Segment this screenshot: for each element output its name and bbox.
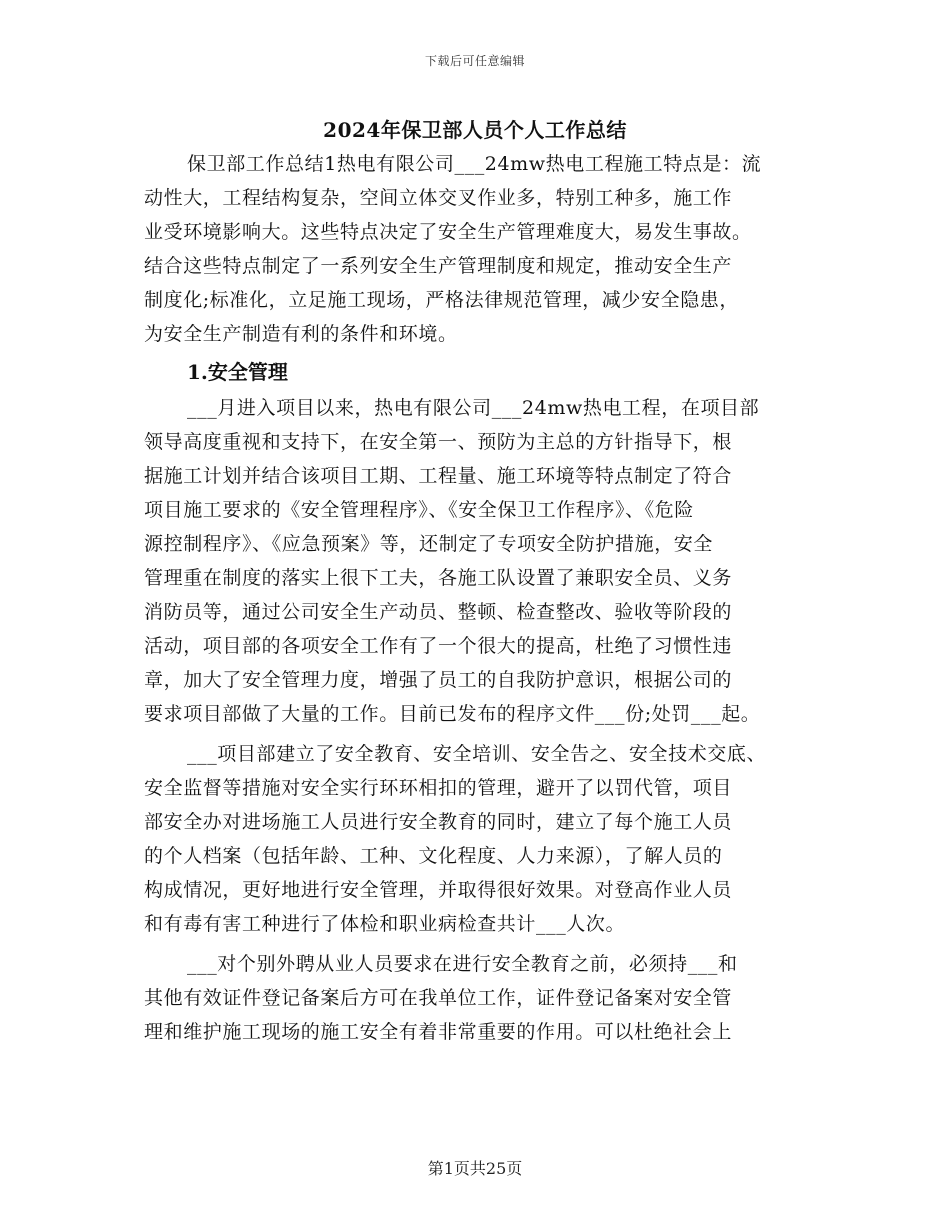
para2-line-1: ___项目部建立了安全教育、安全培训、安全告之、安全技术交底、 <box>187 743 767 765</box>
intro-line-3: 业受环境影响大。这些特点决定了安全生产管理难度大，易发生事故。 <box>144 221 752 243</box>
para2-line-2: 安全监督等措施对安全实行环环相扣的管理，避开了以罚代管，项目 <box>144 777 733 799</box>
intro-line-6: 为安全生产制造有利的条件和环境。 <box>144 323 458 345</box>
document-title: 2024年保卫部人员个人工作总结 <box>323 118 627 142</box>
para1-line-1: ___月进入项目以来，热电有限公司___24mw热电工程，在项目部 <box>187 397 760 419</box>
para1-line-2: 领导高度重视和支持下，在安全第一、预防为主总的方针指导下，根 <box>144 431 733 453</box>
para2-line-5: 构成情况，更好地进行安全管理，并取得很好效果。对登高作业人员 <box>144 879 733 901</box>
para1-line-3: 据施工计划并结合该项目工期、工程量、施工环境等特点制定了符合 <box>144 465 733 487</box>
para1-line-4: 项目施工要求的《安全管理程序》、《安全保卫工作程序》、《危险 <box>144 499 695 521</box>
para2-line-3: 部安全办对进场施工人员进行安全教育的同时，建立了每个施工人员 <box>144 811 733 833</box>
para2-line-4: 的个人档案（包括年龄、工种、文化程度、人力来源），了解人员的 <box>144 845 723 867</box>
para1-line-5: 源控制程序》、《应急预案》等，还制定了专项安全防护措施，安全 <box>144 533 714 555</box>
para3-line-2: 其他有效证件登记备案后方可在我单位工作，证件登记备案对安全管 <box>144 987 733 1009</box>
intro-line-1: 保卫部工作总结1热电有限公司___24mw热电工程施工特点是：流 <box>187 153 762 175</box>
para1-line-9: 章，加大了安全管理力度，增强了员工的自我防护意识，根据公司的 <box>144 669 733 691</box>
para3-line-3: 理和维护施工现场的施工安全有着非常重要的作用。可以杜绝社会上 <box>144 1021 733 1043</box>
para1-line-6: 管理重在制度的落实上很下工夫，各施工队设置了兼职安全员、义务 <box>144 567 733 589</box>
intro-line-2: 动性大，工程结构复杂，空间立体交叉作业多，特别工种多，施工作 <box>144 187 733 209</box>
page-header-note: 下载后可任意编辑 <box>424 54 525 68</box>
para1-line-10: 要求项目部做了大量的工作。目前已发布的程序文件___份;处罚___起。 <box>144 703 761 725</box>
para1-line-7: 消防员等，通过公司安全生产动员、整顿、检查整改、验收等阶段的 <box>144 601 733 623</box>
intro-line-5: 制度化;标准化，立足施工现场，严格法律规范管理，减少安全隐患， <box>144 289 740 311</box>
page-number-footer: 第1页共25页 <box>427 1159 523 1178</box>
section-heading-safety-management: 1.安全管理 <box>187 360 288 384</box>
para3-line-1: ___对个别外聘从业人员要求在进行安全教育之前，必须持___和 <box>187 953 738 975</box>
para2-line-6: 和有毒有害工种进行了体检和职业病检查共计___人次。 <box>144 913 626 935</box>
para1-line-8: 活动，项目部的各项安全工作有了一个很大的提高，杜绝了习惯性违 <box>144 635 733 657</box>
intro-line-4: 结合这些特点制定了一系列安全生产管理制度和规定，推动安全生产 <box>144 255 733 277</box>
